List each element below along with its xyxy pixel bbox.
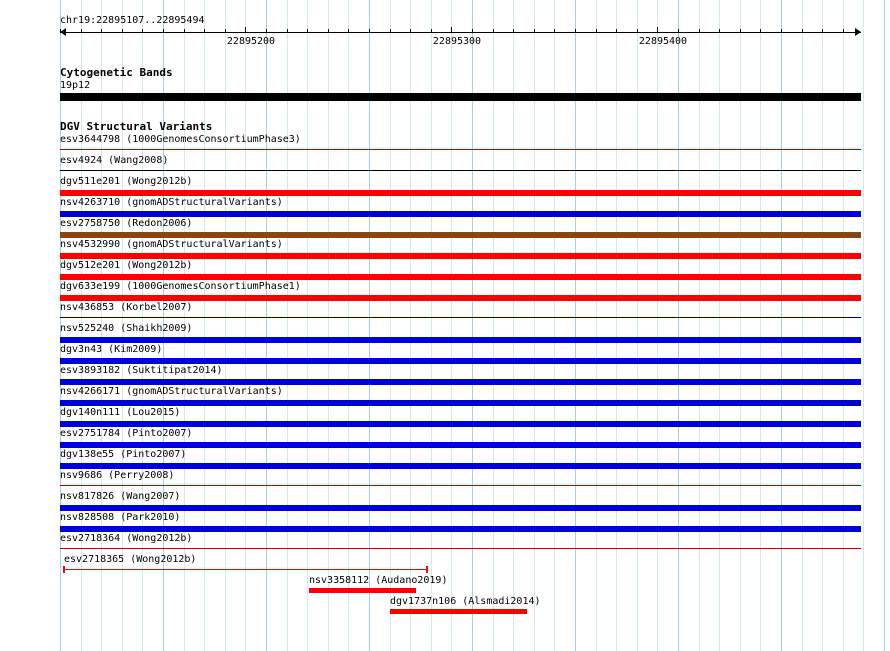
cytoband-label: 19p12	[60, 80, 91, 91]
ruler-tick-label: 22895300	[432, 36, 482, 47]
ruler-minor-tick	[740, 29, 741, 32]
ruler-minor-tick	[843, 29, 844, 32]
ruler-minor-tick	[390, 29, 391, 32]
dgv-track-label: esv2718364 (Wong2012b)	[60, 533, 193, 544]
ruler-minor-tick	[554, 29, 555, 32]
ruler-minor-tick	[184, 29, 185, 32]
ruler-minor-tick	[369, 29, 370, 32]
ruler-minor-tick	[204, 29, 205, 32]
dgv-variant-bar	[60, 526, 861, 532]
ruler-minor-tick	[760, 29, 761, 32]
ruler-minor-tick	[142, 29, 143, 32]
ruler-minor-tick	[472, 29, 473, 32]
dgv-track-label: esv3893182 (Suktitipat2014)	[60, 365, 223, 376]
dgv-variant-bar	[60, 232, 861, 238]
cytoband-bar[interactable]	[60, 93, 861, 101]
dgv-variant-bar	[60, 274, 861, 280]
dgv-track-label: dgv138e55 (Pinto2007)	[60, 449, 187, 460]
ruler-minor-tick	[637, 29, 638, 32]
dgv-variant-bar	[60, 548, 861, 549]
feature-right-endcap	[426, 566, 428, 573]
ruler-tick-label: 22895400	[638, 36, 688, 47]
dgv-track-label: nsv436853 (Korbel2007)	[60, 302, 193, 313]
ruler-minor-tick	[678, 29, 679, 32]
feature-bar	[390, 609, 527, 614]
ruler-minor-tick	[534, 29, 535, 32]
feature-label: dgv1737n106 (Alsmadi2014)	[390, 596, 541, 607]
dgv-variant-bar	[60, 421, 861, 427]
dgv-track-label: nsv4532990 (gnomADStructuralVariants)	[60, 239, 283, 250]
dgv-variant-bar	[60, 149, 861, 150]
dgv-variant-bar	[60, 170, 861, 171]
dgv-variant-bar	[60, 463, 861, 469]
feature-label: esv2718365 (Wong2012b)	[64, 554, 197, 565]
ruler-minor-tick	[410, 29, 411, 32]
dgv-track-label: dgv633e199 (1000GenomesConsortiumPhase1)	[60, 281, 301, 292]
dgv-track-label: dgv140n111 (Lou2015)	[60, 407, 181, 418]
ruler-minor-tick	[101, 29, 102, 32]
dgv-track-label: esv4924 (Wang2008)	[60, 155, 169, 166]
ruler-major-tick	[657, 27, 658, 33]
dgv-variant-bar	[60, 337, 861, 343]
dgv-variant-bar	[60, 317, 861, 318]
ruler-minor-tick	[493, 29, 494, 32]
dgv-track-label: nsv817826 (Wang2007)	[60, 491, 181, 502]
ruler-major-tick	[451, 27, 452, 33]
feature-bar	[309, 588, 416, 593]
ruler-line	[60, 32, 861, 33]
ruler-minor-tick	[81, 29, 82, 32]
dgv-variant-bar	[60, 442, 861, 448]
dgv-track-label: dgv3n43 (Kim2009)	[60, 344, 163, 355]
dgv-track-label: esv2758750 (Redon2006)	[60, 218, 193, 229]
ruler-minor-tick	[719, 29, 720, 32]
ruler-minor-tick	[60, 29, 61, 32]
feature-line	[64, 569, 427, 570]
ruler-minor-tick	[348, 29, 349, 32]
ruler-major-tick	[245, 27, 246, 33]
dgv-variant-bar	[60, 485, 861, 486]
ruler-minor-tick	[287, 29, 288, 32]
dgv-track-title: DGV Structural Variants	[60, 120, 213, 133]
ruler-minor-tick	[307, 29, 308, 32]
dgv-track-label: esv2751784 (Pinto2007)	[60, 428, 193, 439]
ruler-location-label: chr19:22895107..22895494	[60, 15, 205, 26]
cytogenetic-track-title: Cytogenetic Bands	[60, 66, 173, 79]
dgv-track-label: esv3644798 (1000GenomesConsortiumPhase3)	[60, 134, 301, 145]
dgv-variant-bar	[60, 379, 861, 385]
ruler-minor-tick	[781, 29, 782, 32]
ruler-minor-tick	[575, 29, 576, 32]
ruler-minor-tick	[616, 29, 617, 32]
ruler-minor-tick	[225, 29, 226, 32]
ruler-minor-tick	[266, 29, 267, 32]
feature-label: nsv3358112 (Audano2019)	[309, 575, 448, 586]
ruler-minor-tick	[122, 29, 123, 32]
dgv-variant-bar	[60, 505, 861, 511]
ruler-minor-tick	[328, 29, 329, 32]
dgv-variant-bar	[60, 358, 861, 364]
ruler-minor-tick	[513, 29, 514, 32]
ruler-tick-label: 22895200	[226, 36, 276, 47]
dgv-track-label: nsv828508 (Park2010)	[60, 512, 181, 523]
dgv-variant-bar	[60, 253, 861, 259]
ruler-minor-tick	[802, 29, 803, 32]
dgv-track-label: nsv4263710 (gnomADStructuralVariants)	[60, 197, 283, 208]
dgv-track-label: nsv525240 (Shaikh2009)	[60, 323, 193, 334]
dgv-track-label: nsv9686 (Perry2008)	[60, 470, 175, 481]
dgv-track-label: dgv512e201 (Wong2012b)	[60, 260, 193, 271]
ruler-right-arrow-icon	[855, 28, 861, 36]
dgv-variant-bar	[60, 400, 861, 406]
ruler-minor-tick	[699, 29, 700, 32]
dgv-track-label: dgv511e201 (Wong2012b)	[60, 176, 193, 187]
dgv-variant-bar	[60, 295, 861, 301]
ruler-minor-tick	[431, 29, 432, 32]
dgv-variant-bar	[60, 211, 861, 217]
ruler-minor-tick	[822, 29, 823, 32]
dgv-variant-bar	[60, 190, 861, 196]
ruler-minor-tick	[596, 29, 597, 32]
dgv-track-label: nsv4266171 (gnomADStructuralVariants)	[60, 386, 283, 397]
ruler-minor-tick	[163, 29, 164, 32]
